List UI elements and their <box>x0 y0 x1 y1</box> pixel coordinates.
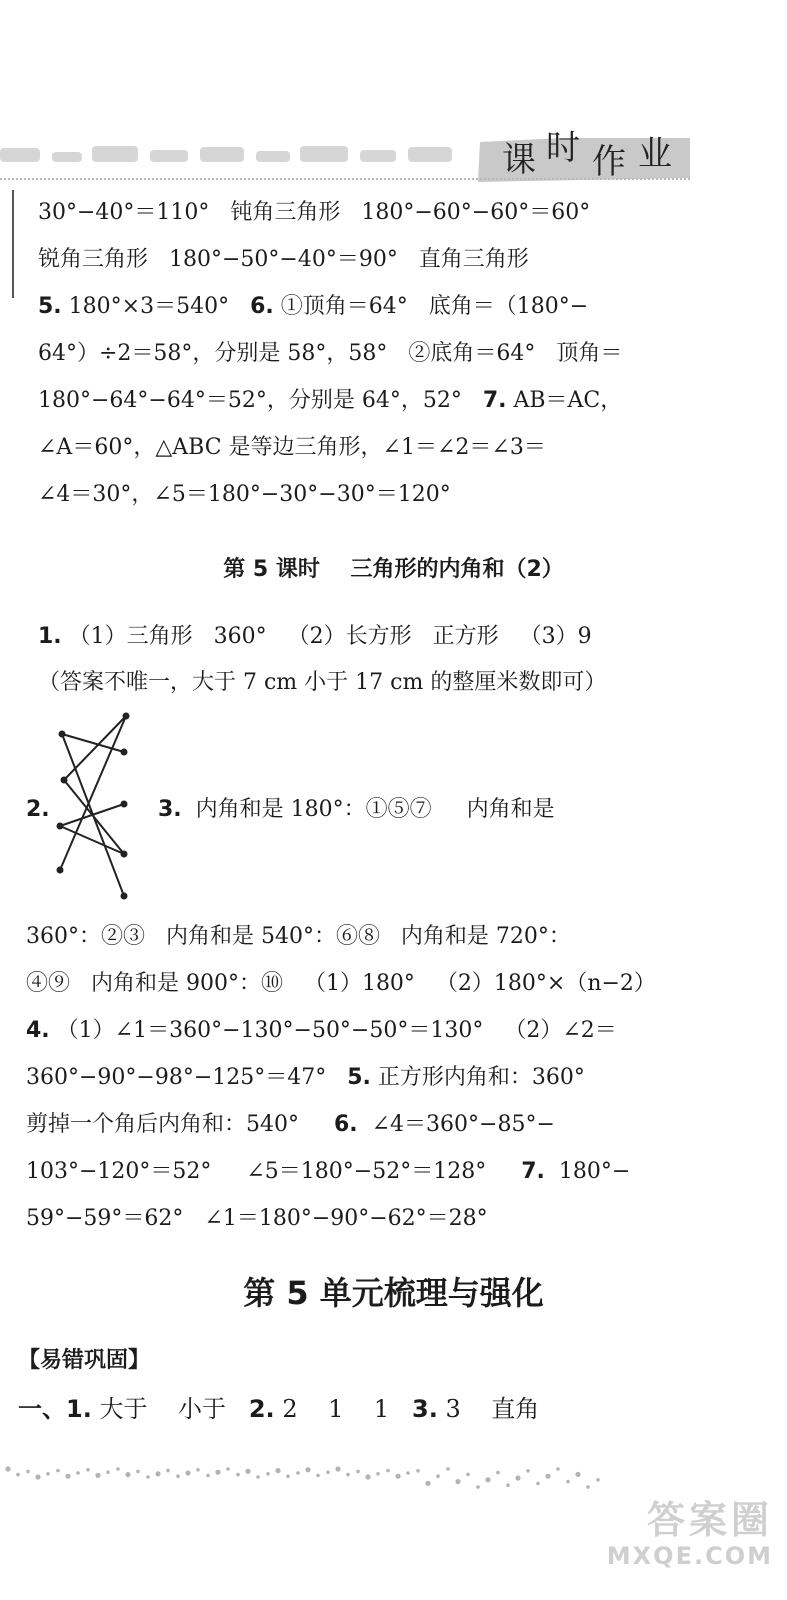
question-number: 2. <box>248 1395 275 1423</box>
subheading: 【易错巩固】 <box>18 1348 151 1373</box>
header-divider <box>0 178 690 180</box>
question-number: 6. <box>250 294 274 319</box>
watermark <box>607 1489 773 1570</box>
watermark-text: 答案圈 <box>646 1498 773 1542</box>
header-title <box>488 120 688 180</box>
margin-rule <box>12 190 14 298</box>
unit-title: 第 5 单元梳理与强化 <box>243 1274 544 1312</box>
answer-line: 64°）÷2＝58°，分别是 58°，58° ②底角＝64° 顶角＝ <box>38 341 623 366</box>
answer-line: 剪掉一个角后内角和：540° 6. ∠4＝360°−85°− <box>26 1112 555 1137</box>
answer-line: 360°−90°−98°−125°＝47° 5. 正方形内角和：360° <box>26 1065 585 1090</box>
question-number: 6. <box>333 1112 358 1137</box>
header-char: 课 <box>502 140 536 180</box>
answer-line: 锐角三角形 180°−50°−40°＝90° 直角三角形 <box>38 247 529 272</box>
question-number: 7. <box>482 388 507 413</box>
matching-lines-figure <box>52 708 142 904</box>
answer-line: 4. （1）∠1＝360°−130°−50°−50°＝130° （2）∠2＝ <box>26 1018 617 1043</box>
answer-line: 59°−59°＝62° ∠1＝180°−90°−62°＝28° <box>26 1206 488 1231</box>
answer-line: ∠A＝60°，△ABC 是等边三角形，∠1＝∠2＝∠3＝ <box>38 435 546 460</box>
question-number: 5. <box>38 294 62 319</box>
question-number: 7. <box>521 1159 545 1184</box>
answer-line: 103°−120°＝52° ∠5＝180°−52°＝128° 7. 180°− <box>26 1159 631 1184</box>
question-number: 3. <box>158 797 182 822</box>
question-number: 5. <box>347 1065 371 1090</box>
lesson-title: 第 5 课时 三角形的内角和（2） <box>223 557 564 582</box>
header-char: 业 <box>638 134 672 174</box>
question-number: 2. <box>26 797 50 822</box>
answer-line: 180°−64°−64°＝52°，分别是 64°，52° 7. AB＝AC， <box>38 388 623 413</box>
question-number: 3. <box>412 1395 438 1423</box>
answer-line: 360°：②③ 内角和是 540°：⑥⑧ 内角和是 720°： <box>26 924 571 949</box>
answer-line: 5. 180°×3＝540° 6. ①顶角＝64° 底角＝（180°− <box>38 294 589 319</box>
answer-line: ④⑨ 内角和是 900°：⑩ （1）180° （2）180°×（n−2） <box>26 971 656 996</box>
question-number: 一、1. <box>18 1395 92 1423</box>
answer-line: 3. 内角和是 180°：①⑤⑦ 内角和是 <box>158 797 555 822</box>
header-char: 作 <box>592 142 626 182</box>
question-number: 4. <box>26 1018 50 1043</box>
answer-line: （答案不唯一，大于 7 cm 小于 17 cm 的整厘米数即可） <box>38 670 607 695</box>
answer-line: 1. （1）三角形 360° （2）长方形 正方形 （3）9 <box>38 624 592 649</box>
answer-line: 30°−40°＝110° 钝角三角形 180°−60°−60°＝60° <box>38 200 591 225</box>
watermark-url: MXQE.COM <box>606 1542 773 1570</box>
header-char: 时 <box>546 128 580 168</box>
question-number: 1. <box>38 624 62 649</box>
answer-line: ∠4＝30°，∠5＝180°−30°−30°＝120° <box>38 482 451 507</box>
answer-line: 一、1. 大于 小于 2. 2 1 1 3. 3 直角 <box>18 1395 540 1423</box>
